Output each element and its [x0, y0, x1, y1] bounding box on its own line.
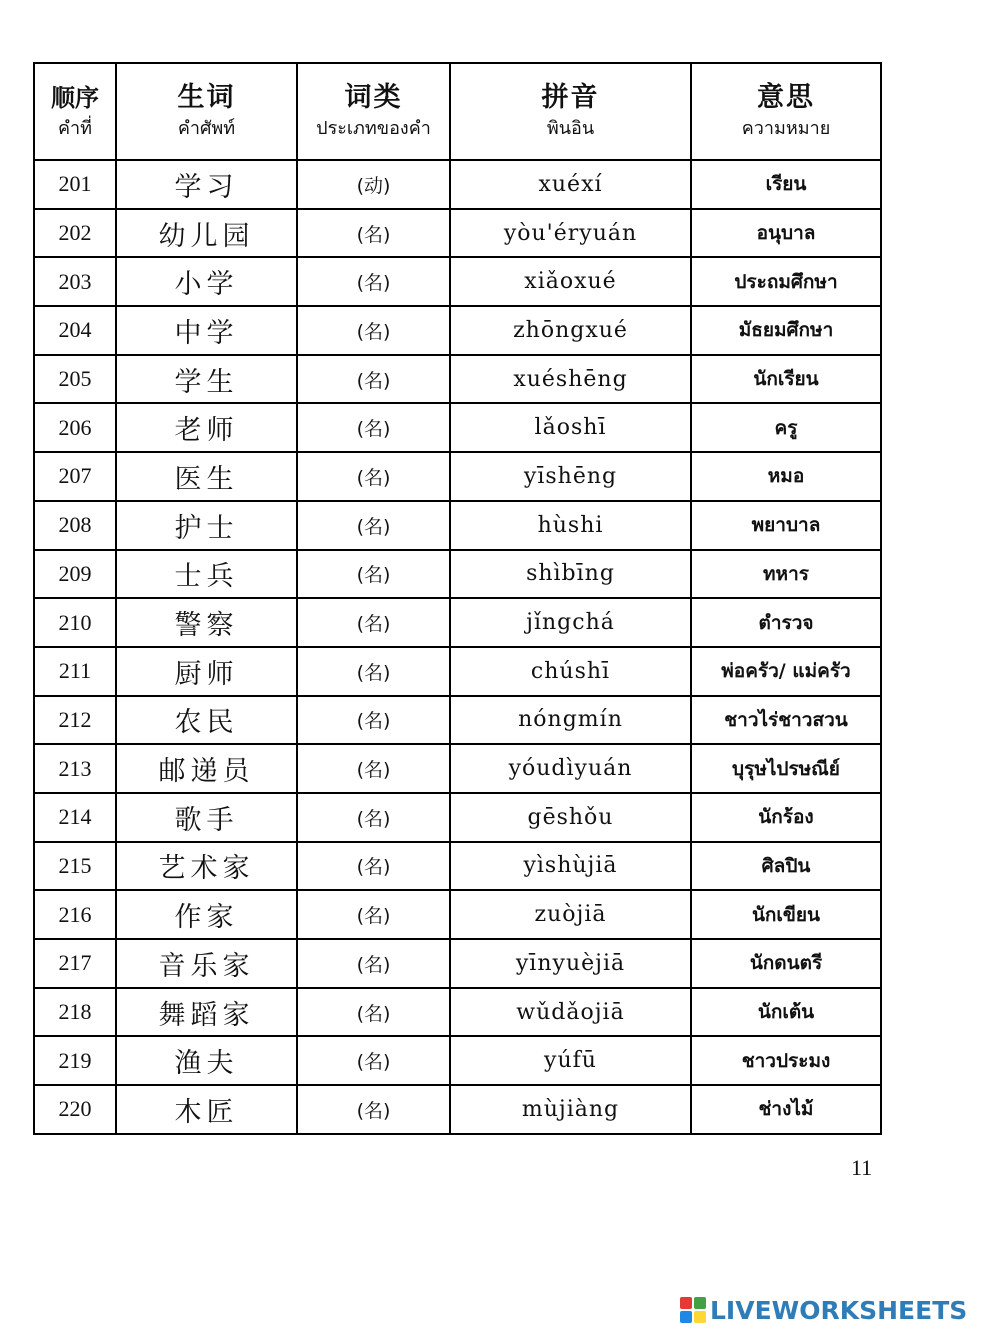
part-of-speech-cell: (名): [297, 890, 450, 939]
header-meaning-title: 意思: [757, 81, 815, 113]
table-row: [34, 209, 881, 258]
row-number-cell: 206: [34, 403, 116, 452]
header-pinyin: [450, 63, 691, 160]
table-row: [34, 355, 881, 404]
row-number-cell: 212: [34, 696, 116, 745]
row-number-cell: 204: [34, 306, 116, 355]
table-row: [34, 939, 881, 988]
pinyin-cell: jǐngchá: [450, 598, 691, 647]
header-order: [34, 63, 116, 160]
part-of-speech-cell: (名): [297, 209, 450, 258]
table-row: [34, 452, 881, 501]
row-number-cell: 213: [34, 744, 116, 793]
header-order-title: 顺序: [51, 82, 99, 112]
table-row: [34, 306, 881, 355]
header-meaning: [691, 63, 881, 160]
part-of-speech-cell: (名): [297, 744, 450, 793]
chinese-word-cell: 作家: [116, 890, 297, 939]
chinese-word-cell: 邮递员: [116, 744, 297, 793]
header-word-subtitle: คำศัพท์: [177, 117, 236, 139]
table-row: [34, 403, 881, 452]
header-word: [116, 63, 297, 160]
row-number-cell: 202: [34, 209, 116, 258]
row-number-cell: 218: [34, 988, 116, 1037]
pinyin-cell: yīshēng: [450, 452, 691, 501]
pinyin-cell: xiǎoxué: [450, 257, 691, 306]
pinyin-cell: shìbīng: [450, 550, 691, 599]
pinyin-cell: chúshī: [450, 647, 691, 696]
thai-meaning-cell: ช่างไม้: [691, 1085, 881, 1134]
pinyin-cell: lǎoshī: [450, 403, 691, 452]
row-number-cell: 210: [34, 598, 116, 647]
row-number-cell: 207: [34, 452, 116, 501]
header-pinyin-title: 拼音: [541, 81, 600, 113]
part-of-speech-cell: (名): [297, 501, 450, 550]
header-pinyin-subtitle: พินอิน: [546, 117, 595, 139]
chinese-word-cell: 护士: [116, 501, 297, 550]
table-row: [34, 842, 881, 891]
thai-meaning-cell: ทหาร: [691, 550, 881, 599]
pinyin-cell: zhōngxué: [450, 306, 691, 355]
liveworksheets-brand: [680, 1294, 967, 1326]
table-row: [34, 598, 881, 647]
pinyin-cell: hùshi: [450, 501, 691, 550]
pinyin-cell: yúfū: [450, 1036, 691, 1085]
chinese-word-cell: 歌手: [116, 793, 297, 842]
chinese-word-cell: 学习: [116, 160, 297, 209]
table-row: [34, 647, 881, 696]
chinese-word-cell: 舞蹈家: [116, 988, 297, 1037]
header-pos: [297, 63, 450, 160]
thai-meaning-cell: บุรุษไปรษณีย์: [691, 744, 881, 793]
table-row: [34, 257, 881, 306]
row-number-cell: 217: [34, 939, 116, 988]
part-of-speech-cell: (名): [297, 696, 450, 745]
chinese-word-cell: 渔夫: [116, 1036, 297, 1085]
chinese-word-cell: 学生: [116, 355, 297, 404]
row-number-cell: 216: [34, 890, 116, 939]
chinese-word-cell: 艺术家: [116, 842, 297, 891]
page-number: 11: [851, 1155, 873, 1180]
pinyin-cell: mùjiàng: [450, 1085, 691, 1134]
chinese-word-cell: 医生: [116, 452, 297, 501]
vocabulary-body: [34, 160, 881, 1134]
chinese-word-cell: 农民: [116, 696, 297, 745]
part-of-speech-cell: (名): [297, 403, 450, 452]
row-number-cell: 215: [34, 842, 116, 891]
part-of-speech-cell: (名): [297, 257, 450, 306]
thai-meaning-cell: ประถมศึกษา: [691, 257, 881, 306]
thai-meaning-cell: นักเต้น: [691, 988, 881, 1037]
thai-meaning-cell: ชาวไร่ชาวสวน: [691, 696, 881, 745]
chinese-word-cell: 士兵: [116, 550, 297, 599]
pinyin-cell: wǔdǎojiā: [450, 988, 691, 1037]
vocabulary-table: [33, 62, 882, 1135]
row-number-cell: 203: [34, 257, 116, 306]
chinese-word-cell: 小学: [116, 257, 297, 306]
row-number-cell: 201: [34, 160, 116, 209]
brand-text: LIVEWORKSHEETS: [710, 1295, 968, 1325]
thai-meaning-cell: หมอ: [691, 452, 881, 501]
header-row: [34, 63, 881, 160]
pinyin-cell: yòu'éryuán: [450, 209, 691, 258]
part-of-speech-cell: (名): [297, 1085, 450, 1134]
thai-meaning-cell: มัธยมศึกษา: [691, 306, 881, 355]
part-of-speech-cell: (名): [297, 452, 450, 501]
table-row: [34, 793, 881, 842]
pinyin-cell: yóudìyuán: [450, 744, 691, 793]
pinyin-cell: gēshǒu: [450, 793, 691, 842]
row-number-cell: 211: [34, 647, 116, 696]
header-meaning-subtitle: ความหมาย: [741, 117, 831, 139]
liveworksheets-logo-icon: [680, 1297, 706, 1323]
thai-meaning-cell: นักดนตรี: [691, 939, 881, 988]
thai-meaning-cell: ครู: [691, 403, 881, 452]
pinyin-cell: xuéshēng: [450, 355, 691, 404]
part-of-speech-cell: (名): [297, 550, 450, 599]
header-pos-subtitle: ประเภทของคำ: [316, 117, 431, 139]
row-number-cell: 220: [34, 1085, 116, 1134]
chinese-word-cell: 音乐家: [116, 939, 297, 988]
table-row: [34, 160, 881, 209]
header-order-subtitle: คำที่: [57, 117, 92, 139]
table-row: [34, 988, 881, 1037]
row-number-cell: 205: [34, 355, 116, 404]
chinese-word-cell: 幼儿园: [116, 209, 297, 258]
table-row: [34, 696, 881, 745]
table-row: [34, 744, 881, 793]
pinyin-cell: nóngmín: [450, 696, 691, 745]
part-of-speech-cell: (名): [297, 647, 450, 696]
pinyin-cell: xuéxí: [450, 160, 691, 209]
part-of-speech-cell: (名): [297, 306, 450, 355]
thai-meaning-cell: ชาวประมง: [691, 1036, 881, 1085]
table-row: [34, 501, 881, 550]
thai-meaning-cell: เรียน: [691, 160, 881, 209]
part-of-speech-cell: (动): [297, 160, 450, 209]
row-number-cell: 208: [34, 501, 116, 550]
table-row: [34, 890, 881, 939]
pinyin-cell: yīnyuèjiā: [450, 939, 691, 988]
part-of-speech-cell: (名): [297, 988, 450, 1037]
row-number-cell: 219: [34, 1036, 116, 1085]
thai-meaning-cell: ศิลปิน: [691, 842, 881, 891]
part-of-speech-cell: (名): [297, 355, 450, 404]
table-row: [34, 1036, 881, 1085]
table-row: [34, 1085, 881, 1134]
row-number-cell: 214: [34, 793, 116, 842]
thai-meaning-cell: อนุบาล: [691, 209, 881, 258]
part-of-speech-cell: (名): [297, 1036, 450, 1085]
part-of-speech-cell: (名): [297, 842, 450, 891]
chinese-word-cell: 木匠: [116, 1085, 297, 1134]
thai-meaning-cell: พยาบาล: [691, 501, 881, 550]
thai-meaning-cell: พ่อครัว/ แม่ครัว: [691, 647, 881, 696]
chinese-word-cell: 老师: [116, 403, 297, 452]
table-row: [34, 550, 881, 599]
header-pos-title: 词类: [344, 81, 403, 113]
part-of-speech-cell: (名): [297, 793, 450, 842]
pinyin-cell: zuòjiā: [450, 890, 691, 939]
thai-meaning-cell: นักร้อง: [691, 793, 881, 842]
thai-meaning-cell: นักเรียน: [691, 355, 881, 404]
row-number-cell: 209: [34, 550, 116, 599]
pinyin-cell: yìshùjiā: [450, 842, 691, 891]
chinese-word-cell: 中学: [116, 306, 297, 355]
part-of-speech-cell: (名): [297, 598, 450, 647]
header-word-title: 生词: [177, 81, 236, 113]
chinese-word-cell: 警察: [116, 598, 297, 647]
chinese-word-cell: 厨师: [116, 647, 297, 696]
thai-meaning-cell: ตำรวจ: [691, 598, 881, 647]
thai-meaning-cell: นักเขียน: [691, 890, 881, 939]
part-of-speech-cell: (名): [297, 939, 450, 988]
